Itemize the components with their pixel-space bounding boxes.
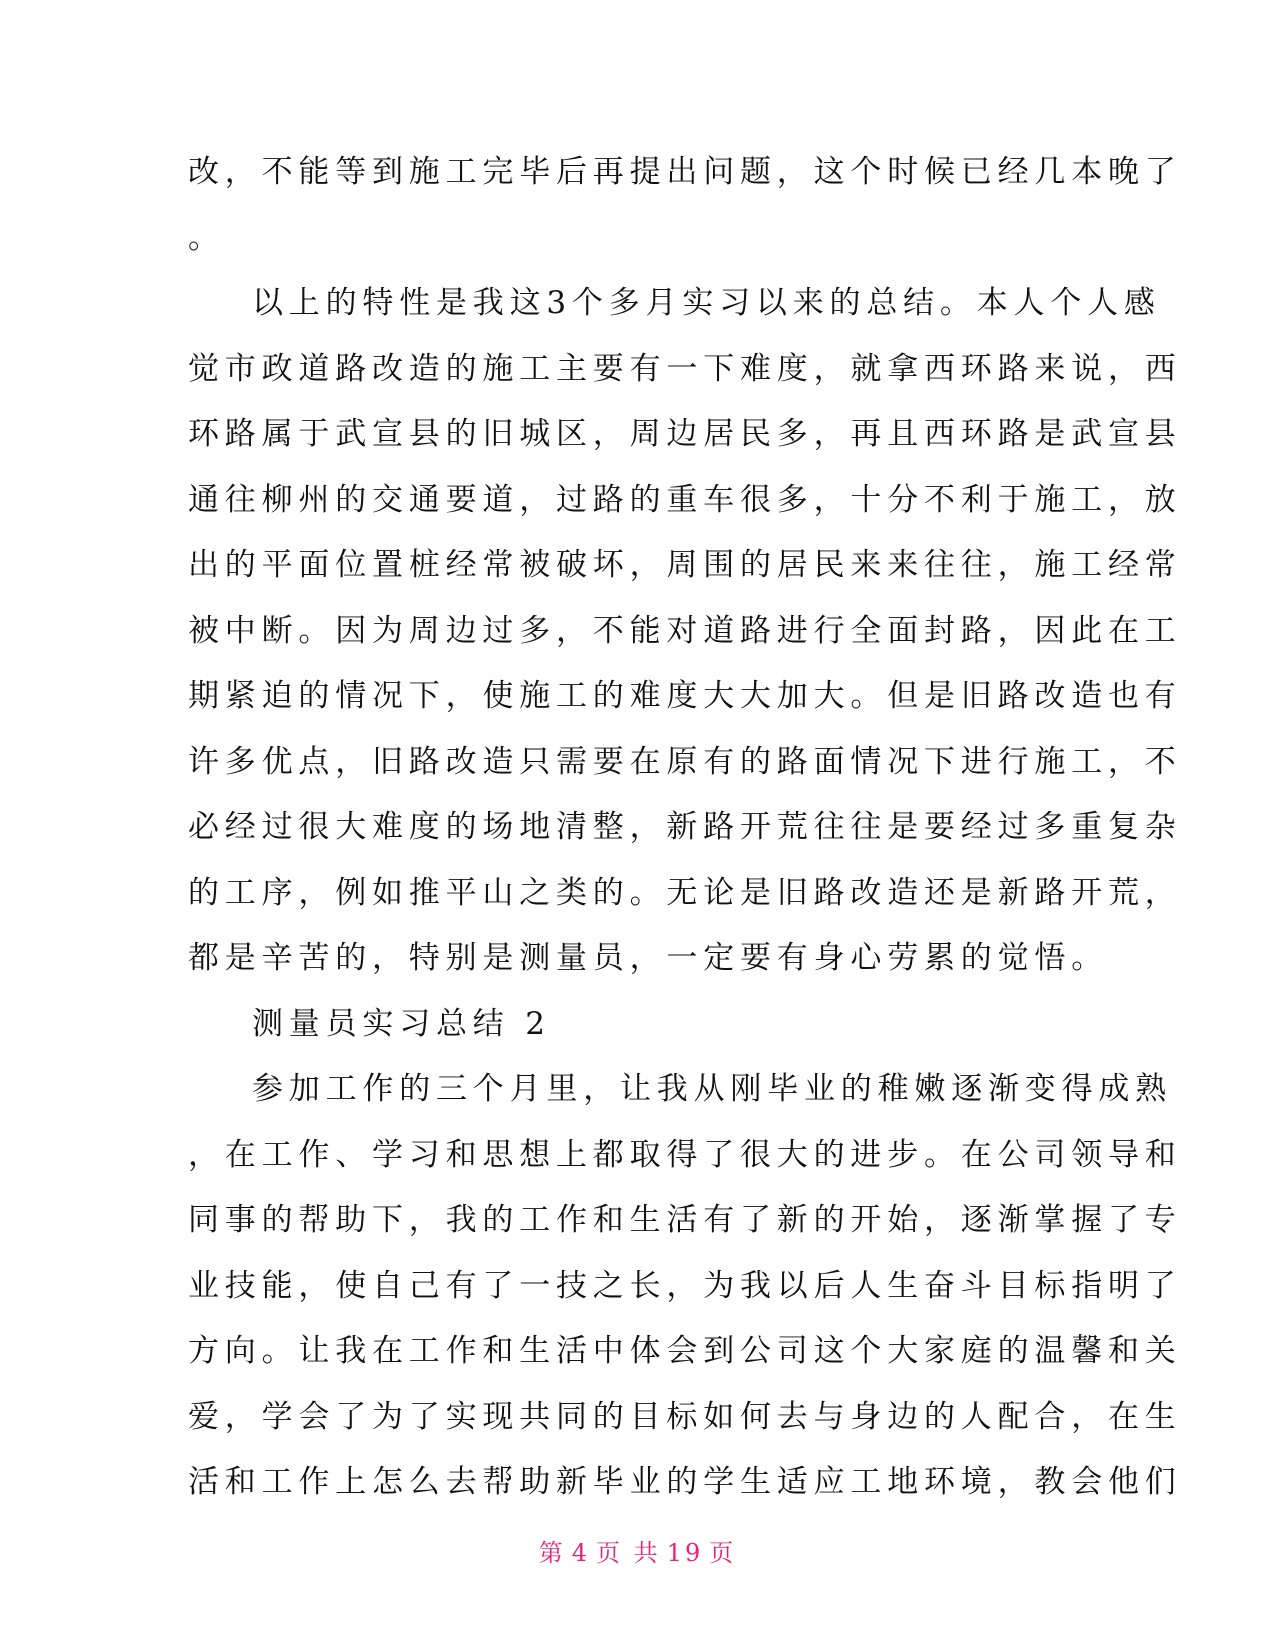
text-line: 许多优点，旧路改造只需要在原有的路面情况下进行施工，不 bbox=[188, 743, 1182, 780]
text-line: 被中断。因为周边过多，不能对道路进行全面封路，因此在工 bbox=[188, 612, 1182, 649]
text-line: 业技能，使自己有了一技之长，为我以后人生奋斗目标指明了 bbox=[188, 1267, 1182, 1304]
section-heading: 测量员实习总结 2 bbox=[252, 1005, 551, 1042]
text-line: 同事的帮助下，我的工作和生活有了新的开始，逐渐掌握了专 bbox=[188, 1202, 1182, 1238]
text-line: 改，不能等到施工完毕后再提出问题，这个时候已经几本晚了 bbox=[188, 154, 1182, 190]
paragraph-start-line: 以上的特性是我这3个多月实习以来的总结。本人个人感 bbox=[252, 285, 1161, 321]
paragraph-start-line: 参加工作的三个月里，让我从刚毕业的稚嫩逐渐变得成熟 bbox=[252, 1071, 1172, 1107]
text-line: 期紧迫的情况下，使施工的难度大大加大。但是旧路改造也有 bbox=[188, 678, 1182, 714]
current-page-number: 4 bbox=[571, 1539, 591, 1567]
document-body bbox=[188, 140, 1182, 1516]
text-line: 必经过很大难度的场地清整，新路开荒往往是要经过多重复杂 bbox=[188, 809, 1182, 845]
text-line: 爱，学会了为了实现共同的目标如何去与身边的人配合，在生 bbox=[188, 1398, 1182, 1435]
text-line: 的工序，例如推平山之类的。无论是旧路改造还是新路开荒， bbox=[188, 874, 1182, 911]
footer-suffix: 页 bbox=[709, 1539, 737, 1567]
text-line: 环路属于武宣县的旧城区，周边居民多，再且西环路是武宣县 bbox=[188, 416, 1182, 452]
footer-prefix: 第 bbox=[538, 1539, 566, 1567]
text-line: 都是辛苦的，特别是测量员，一定要有身心劳累的觉悟。 bbox=[188, 940, 1108, 976]
footer-middle: 页 共 bbox=[596, 1539, 661, 1567]
page-number-footer bbox=[0, 1533, 1275, 1568]
total-pages-number: 19 bbox=[666, 1539, 704, 1567]
text-line: 。 bbox=[188, 219, 225, 256]
text-line: ，在工作、学习和思想上都取得了很大的进步。在公司领导和 bbox=[188, 1136, 1182, 1173]
text-line: 出的平面位置桩经常被破坏，周围的居民来来往往，施工经常 bbox=[188, 547, 1182, 583]
text-line: 活和工作上怎么去帮助新毕业的学生适应工地环境，教会他们 bbox=[188, 1464, 1182, 1500]
text-line: 通往柳州的交通要道，过路的重车很多，十分不利于施工，放 bbox=[188, 481, 1182, 518]
text-line: 方向。让我在工作和生活中体会到公司这个大家庭的温馨和关 bbox=[188, 1333, 1182, 1369]
text-line: 觉市政道路改造的施工主要有一下难度，就拿西环路来说，西 bbox=[188, 350, 1182, 387]
